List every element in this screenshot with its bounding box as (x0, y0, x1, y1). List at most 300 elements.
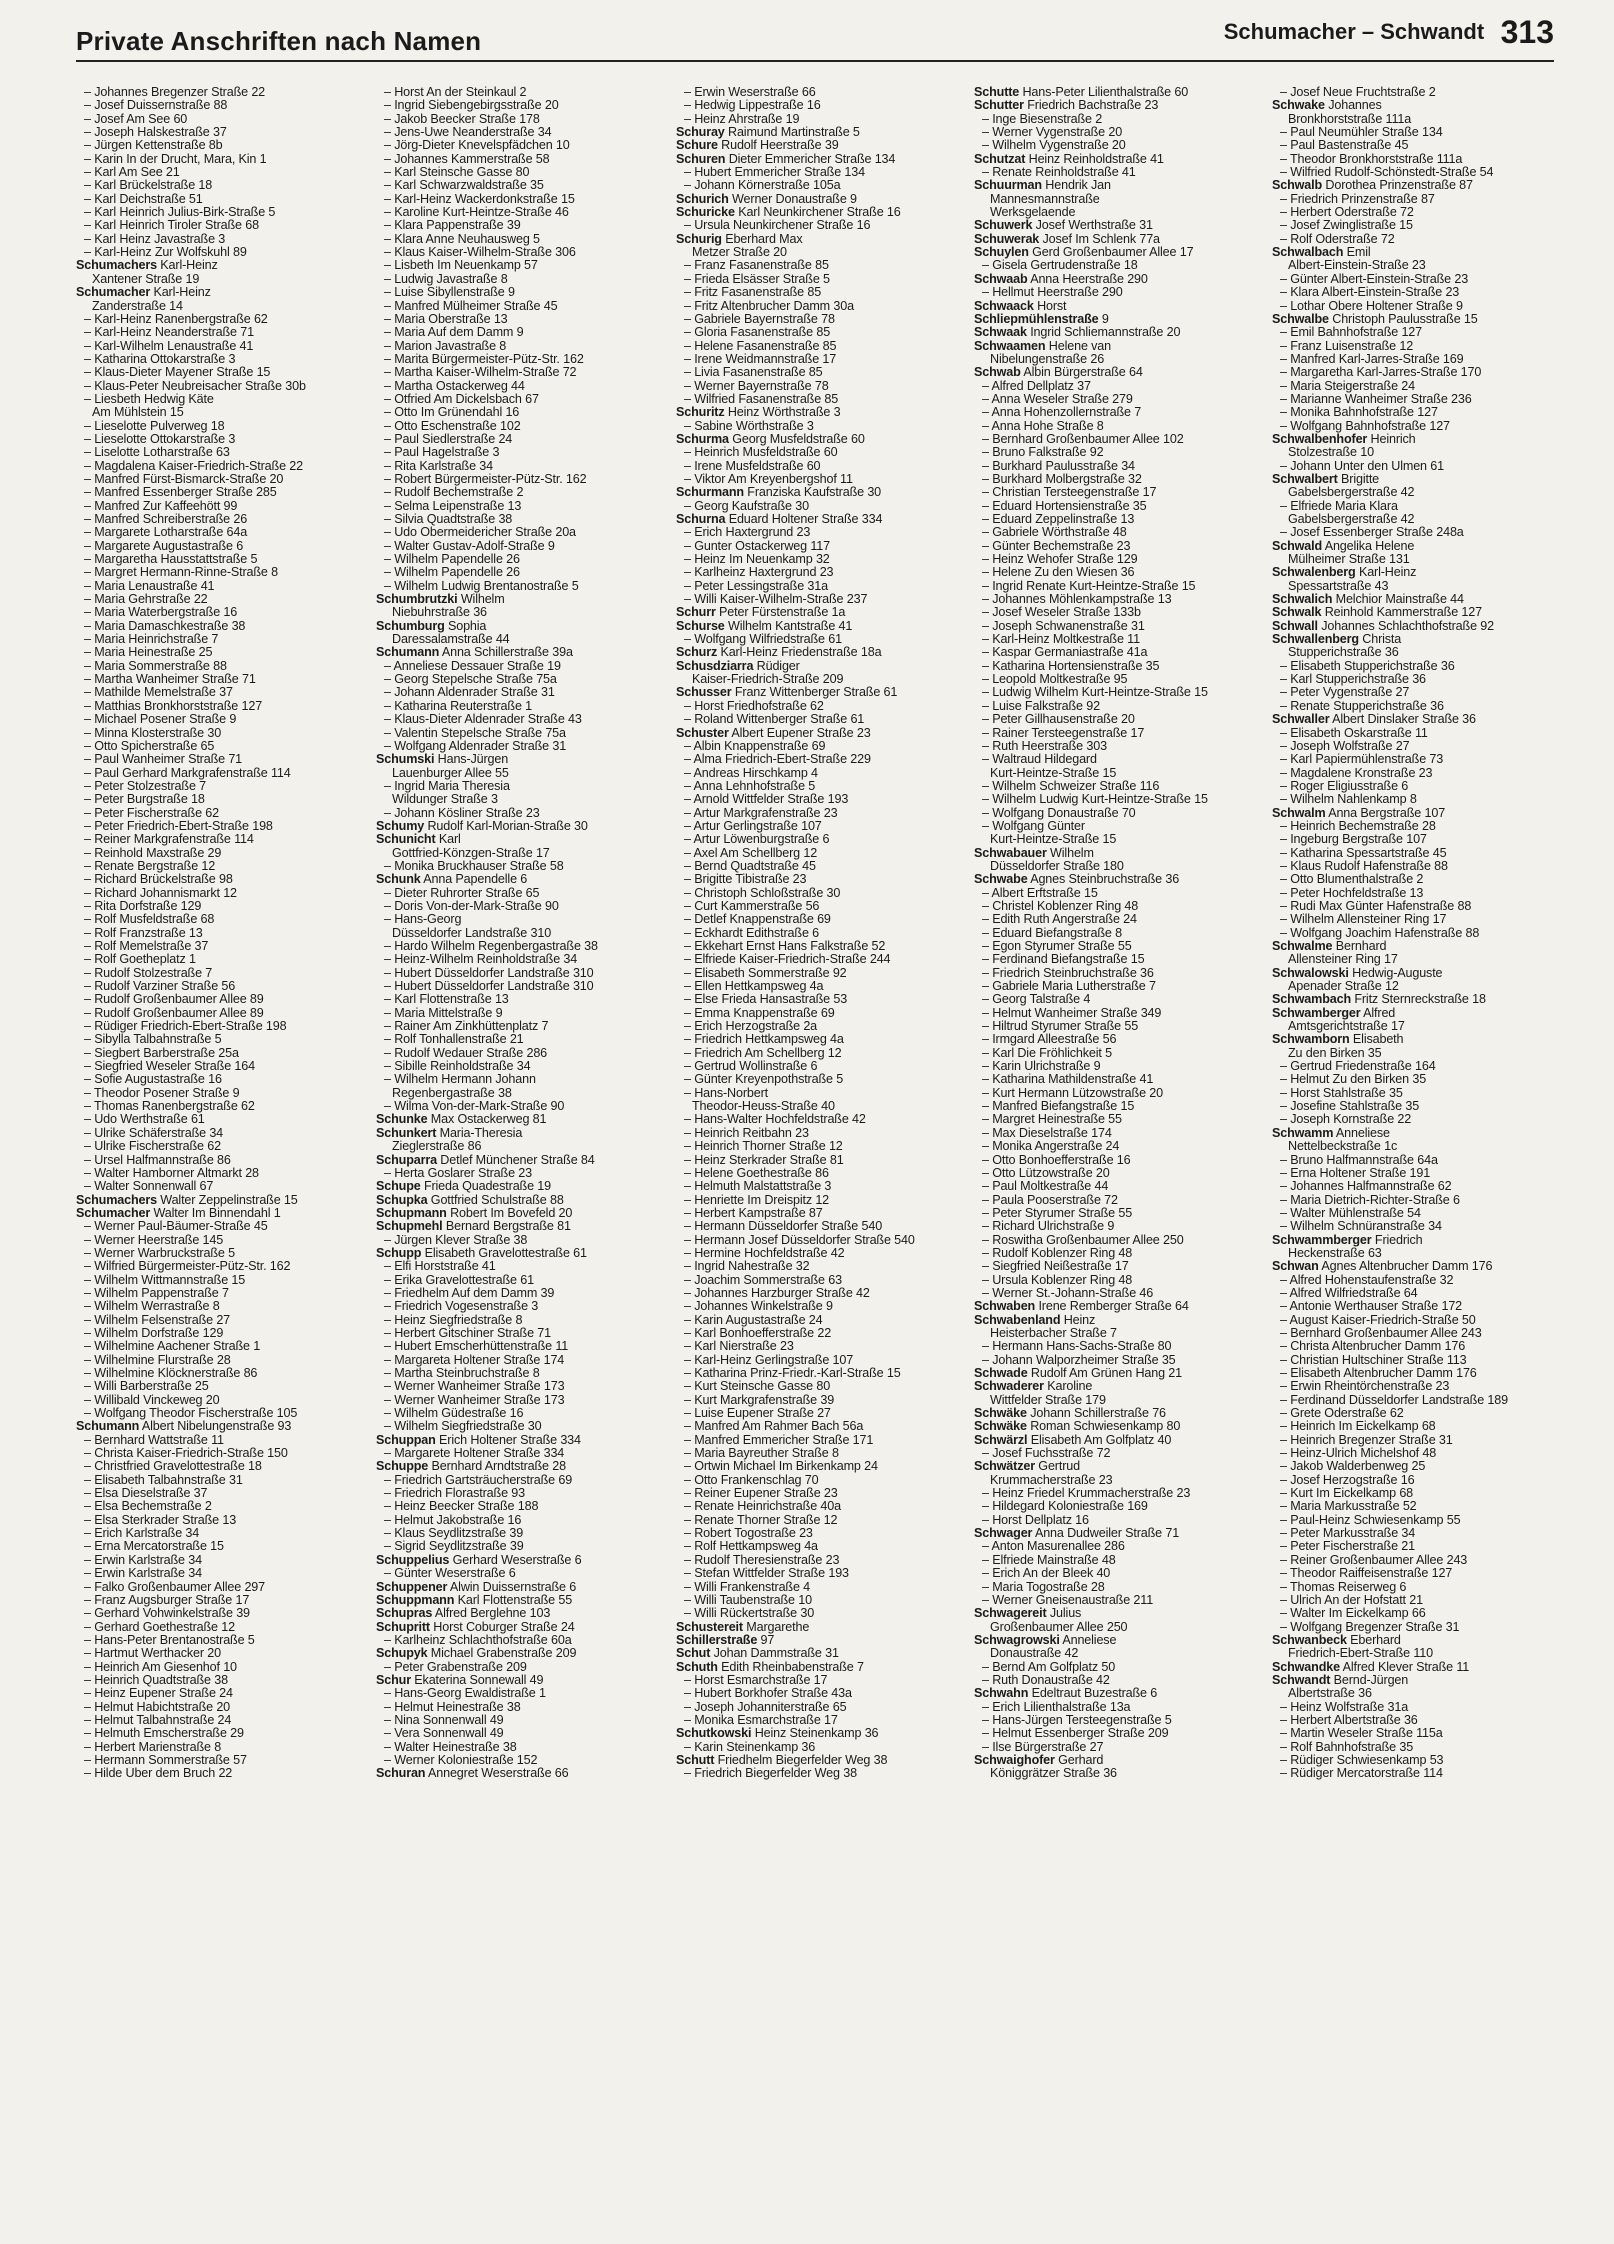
directory-entry: – Helmut Habichtstraße 20 (84, 1700, 231, 1714)
directory-entry: – Karl-Heinz Moltkestraße 11 (982, 633, 1140, 647)
directory-entry: – Wilhelm Siegfriedstraße 30 (384, 1420, 542, 1434)
directory-entry: – Horst Esmarchstraße 17 (684, 1673, 828, 1687)
directory-entry: – Karlheinz Schlachthofstraße 60a (384, 1633, 572, 1647)
directory-entry: – Rolf Memelstraße 37 (84, 940, 209, 953)
directory-entry: Kurt-Heintze-Straße 15 (990, 766, 1117, 780)
directory-entry: – Reiner Eupener Straße 23 (684, 1487, 838, 1501)
directory-entry: – Selma Leipenstraße 13 (384, 499, 522, 513)
directory-entry: – Wilhelm Allensteiner Ring 17 (1280, 913, 1447, 927)
directory-entry: – Ruth Heerstraße 303 (982, 739, 1107, 753)
directory-entry: – Wilhelm Felsenstraße 27 (84, 1313, 231, 1327)
directory-entry: Schwade Rudolf Am Grünen Hang 21 (974, 1367, 1183, 1380)
directory-entry: – Udo Obermeidericher Straße 20a (384, 526, 576, 540)
directory-entry: – Vera Sonnenwall 49 (384, 1727, 504, 1741)
directory-entry: – Herbert Gitschiner Straße 71 (384, 1326, 551, 1340)
directory-entry: – Rüdiger Mercatorstraße 114 (1280, 1767, 1443, 1781)
directory-entry: Apenader Straße 12 (1288, 980, 1399, 994)
directory-entry: – Franz Luisenstraße 12 (1280, 339, 1414, 353)
directory-entry: – Emma Knappenstraße 69 (684, 1006, 835, 1020)
directory-entry: Schwabe Agnes Steinbruchstraße 36 (974, 873, 1180, 887)
directory-entry: – Martha Ostackerweg 44 (384, 379, 525, 393)
directory-entry: Schumski Hans-Jürgen (376, 753, 509, 767)
directory-entry: – Karlheinz Haxtergrund 23 (684, 566, 834, 580)
directory-entry: – Sabine Wörthstraße 3 (684, 419, 814, 433)
directory-entry: – Gabriele Bayernstraße 78 (684, 312, 835, 326)
directory-entry: – Richard Ulrichstraße 9 (982, 1220, 1115, 1234)
directory-entry: – Johannes Harzburger Straße 42 (684, 1286, 870, 1300)
directory-entry: – Burkhard Molbergstraße 32 (982, 472, 1142, 486)
directory-entry: – Margret Heinestraße 55 (982, 1113, 1122, 1127)
directory-entry: – Lothar Obere Holtener Straße 9 (1280, 299, 1463, 313)
directory-entry: – Heinrich Reitbahn 23 (684, 1126, 809, 1140)
directory-entry: – Klaus-Dieter Aldenrader Straße 43 (384, 713, 582, 727)
directory-entry: – Ursel Halfmannstraße 86 (84, 1153, 231, 1167)
directory-entry: – Siegbert Barberstraße 25a (84, 1046, 239, 1060)
directory-entry: – Manfred Schreiberstraße 26 (84, 513, 248, 526)
directory-entry: Schwalowski Hedwig-Auguste (1272, 966, 1443, 980)
directory-entry: – Andreas Hirschkamp 4 (684, 766, 818, 780)
directory-entry: – Maria Togostraße 28 (982, 1580, 1105, 1594)
directory-entry: – Jakob Beecker Straße 178 (384, 112, 540, 126)
directory-entry: – Karin Augustastraße 24 (684, 1313, 823, 1327)
directory-entry: – Wilhelm Vygenstraße 20 (982, 139, 1126, 153)
directory-entry: Schunicht Karl (376, 833, 461, 847)
directory-entry: – Wilhelm Pappenstraße 7 (84, 1286, 229, 1300)
directory-entry: – Robert Bürgermeister-Pütz-Str. 162 (384, 472, 587, 486)
directory-entry: Schuricke Karl Neunkirchener Straße 16 (676, 206, 901, 220)
directory-entry: – Valentin Stepelsche Straße 75a (384, 726, 566, 740)
directory-entry: – Herta Goslarer Straße 23 (384, 1166, 532, 1180)
directory-columns (76, 86, 1556, 2156)
directory-entry: – Luise Falkstraße 92 (982, 699, 1100, 713)
directory-entry: Schunke Max Ostackerweg 81 (376, 1113, 547, 1127)
directory-entry: Metzer Straße 20 (692, 246, 787, 260)
directory-entry: – Helene Fasanenstraße 85 (684, 339, 837, 353)
directory-entry: Schwaak Ingrid Schliemannstraße 20 (974, 326, 1181, 340)
directory-entry: – Paul Moltkestraße 44 (982, 1180, 1109, 1194)
directory-entry: Schwalb Dorothea Prinzenstraße 87 (1272, 179, 1473, 193)
directory-entry: – Richard Johannismarkt 12 (84, 886, 237, 900)
directory-entry: – Ellen Hettkampsweg 4a (684, 980, 824, 994)
directory-entry: – Wolfgang Günter (982, 819, 1085, 833)
page-header (76, 14, 1554, 62)
directory-entry: – Karl Am See 21 (84, 166, 180, 180)
directory-entry: Schupmehl Bernard Bergstraße 81 (376, 1220, 571, 1234)
directory-entry: Schupmann Robert Im Bovefeld 20 (376, 1206, 573, 1220)
directory-entry: – Christian Hultschiner Straße 113 (1280, 1353, 1467, 1367)
directory-entry: – Heinz-Wilhelm Reinholdstraße 34 (384, 953, 578, 967)
directory-entry: – Josef Herzogstraße 16 (1280, 1473, 1415, 1487)
directory-entry: – Elfi Horststraße 41 (384, 1260, 496, 1274)
directory-entry: – Hermann Josef Düsseldorfer Straße 540 (684, 1233, 915, 1247)
directory-entry: Wildunger Straße 3 (392, 793, 498, 807)
directory-entry: – Gabriele Wörthstraße 48 (982, 526, 1127, 540)
directory-entry: – Werner Vygenstraße 20 (982, 126, 1123, 140)
directory-entry: – Karin Ulrichstraße 9 (982, 1060, 1101, 1074)
directory-entry: Schwalme Bernhard (1272, 940, 1387, 953)
directory-entry: – Karl Deichstraße 51 (84, 192, 203, 206)
directory-entry: – Wolfgang Joachim Hafenstraße 88 (1280, 926, 1480, 940)
directory-entry: – Maria Waterbergstraße 16 (84, 606, 238, 620)
directory-entry: – Johann Körnerstraße 105a (684, 179, 841, 193)
directory-entry: – Peter Grabenstraße 209 (384, 1660, 527, 1674)
directory-entry: – Elfriede Mainstraße 48 (982, 1553, 1116, 1567)
directory-entry: Schwamberger Alfred (1272, 1006, 1396, 1020)
directory-entry: Krummacherstraße 23 (990, 1473, 1113, 1487)
directory-entry: – Josef Neue Fruchtstraße 2 (1280, 86, 1436, 99)
directory-entry: Schwaben Irene Remberger Straße 64 (974, 1300, 1189, 1314)
directory-entry: – Erwin Karlstraße 34 (84, 1567, 202, 1581)
directory-entry: – Katharina Spessartstraße 45 (1280, 846, 1447, 860)
directory-entry: Amtsgerichtstraße 17 (1288, 1020, 1405, 1034)
directory-entry: – Werner St.-Johann-Straße 46 (982, 1286, 1154, 1300)
directory-entry: – Otto Spicherstraße 65 (84, 739, 215, 753)
directory-entry: Schure Rudolf Heerstraße 39 (676, 139, 839, 153)
directory-entry: Schwamborn Elisabeth (1272, 1033, 1404, 1047)
directory-entry: – Heinz Siegfriedstraße 8 (384, 1313, 523, 1327)
directory-entry: – Hermann Düsseldorfer Straße 540 (684, 1220, 883, 1234)
directory-entry: Schwaab Anna Heerstraße 290 (974, 272, 1148, 286)
directory-entry: – Klaus Rudolf Hafenstraße 88 (1280, 859, 1448, 873)
directory-entry: – Heinrich Bregenzer Straße 31 (1280, 1433, 1453, 1447)
directory-entry: – Curt Kammerstraße 56 (684, 899, 820, 913)
directory-entry: Schusdziarra Rüdiger (676, 659, 800, 673)
directory-entry: – Maria Markusstraße 52 (1280, 1500, 1417, 1514)
directory-entry: Zanderstraße 14 (92, 299, 183, 313)
directory-entry: – Wilhelm Schweizer Straße 116 (982, 779, 1160, 793)
directory-entry: Schwärzl Elisabeth Am Golfplatz 40 (974, 1433, 1172, 1447)
directory-entry: – Martha Kaiser-Wilhelm-Straße 72 (384, 366, 577, 380)
directory-entry: – Christoph Schloßstraße 30 (684, 886, 841, 900)
directory-entry: – Rolf Musfeldstraße 68 (84, 913, 215, 927)
directory-entry: Schwalm Anna Bergstraße 107 (1272, 806, 1446, 820)
directory-entry: Schumburg Sophia (376, 619, 487, 633)
directory-entry: – Alfred Hohenstaufenstraße 32 (1280, 1273, 1454, 1287)
directory-entry: Schuparra Detlef Münchener Straße 84 (376, 1153, 595, 1167)
directory-entry: – Johann Walporzheimer Straße 35 (982, 1353, 1176, 1367)
directory-entry: – Friedrich Vogesenstraße 3 (384, 1300, 539, 1314)
directory-entry: Schupka Gottfried Schulstraße 88 (376, 1193, 564, 1207)
directory-entry: – Eduard Zeppelinstraße 13 (982, 513, 1135, 526)
directory-entry: Schwalich Melchior Mainstraße 44 (1272, 593, 1464, 607)
directory-entry: – Hubert Borkhofer Straße 43a (684, 1687, 852, 1701)
directory-entry: – Lisbeth Im Neuenkamp 57 (384, 259, 538, 273)
directory-entry: – Karl Die Fröhlichkeit 5 (982, 1046, 1112, 1060)
directory-entry: – Martha Steinbruchstraße 8 (384, 1367, 540, 1380)
directory-entry: – Johannes Halfmannstraße 62 (1280, 1180, 1452, 1194)
directory-entry: – Renate Heinrichstraße 40a (684, 1500, 841, 1514)
directory-entry: – Hermine Hochfeldstraße 42 (684, 1246, 845, 1260)
directory-entry: Kaiser-Friedrich-Straße 209 (692, 673, 844, 687)
directory-entry: – Frieda Elsässer Straße 5 (684, 272, 830, 286)
directory-entry: – Alfred Wilfriedstraße 64 (1280, 1286, 1418, 1300)
directory-entry: Schuray Raimund Martinstraße 5 (676, 126, 860, 140)
directory-entry: – Elsa Dieselstraße 37 (84, 1487, 208, 1501)
directory-entry: Schwallenberg Christa (1272, 633, 1402, 647)
directory-entry: – Paul Gerhard Markgrafenstraße 114 (84, 766, 291, 780)
directory-entry: – Ludwig Javastraße 8 (384, 272, 508, 286)
directory-entry: – Detlef Knappenstraße 69 (684, 913, 831, 927)
directory-entry: – Helmut Jakobstraße 16 (384, 1513, 522, 1527)
directory-entry: – Ursula Neunkirchener Straße 16 (684, 219, 871, 233)
directory-entry: – Werner Heerstraße 145 (84, 1233, 224, 1247)
directory-entry: – Karoline Kurt-Heintze-Straße 46 (384, 206, 569, 220)
directory-entry: – Inge Biesenstraße 2 (982, 112, 1103, 126)
directory-entry: – Ingrid Siebengebirgsstraße 20 (384, 99, 559, 113)
directory-entry: – Theodor Bronkhorststraße 111a (1280, 152, 1463, 166)
directory-entry: Schumbrutzki Wilhelm (376, 593, 505, 607)
directory-entry: – Christian Tersteegenstraße 17 (982, 486, 1157, 500)
directory-entry: – Wolfgang Donaustraße 70 (982, 806, 1136, 820)
directory-entry: – Magdalene Kronstraße 23 (1280, 766, 1433, 780)
directory-entry: Schwammberger Friedrich (1272, 1233, 1423, 1247)
directory-entry: – Luise Sibyllenstraße 9 (384, 286, 515, 300)
directory-entry: – Roger Eligiusstraße 6 (1280, 779, 1409, 793)
directory-entry: Schunk Anna Papendelle 6 (376, 873, 528, 887)
directory-entry: – Ingeburg Bergstraße 107 (1280, 833, 1427, 847)
directory-entry: – Elisabeth Oskarstraße 11 (1280, 726, 1428, 740)
directory-entry: – Axel Am Schellberg 12 (684, 846, 818, 860)
directory-entry: – Karl-Wilhelm Lenaustraße 41 (84, 339, 254, 353)
directory-entry: – Elisabeth Talbahnstraße 31 (84, 1473, 243, 1487)
directory-entry: – Walter Hamborner Altmarkt 28 (84, 1166, 259, 1180)
directory-entry: – Maria Auf dem Damm 9 (384, 326, 524, 340)
directory-entry: Schwall Johannes Schlachthofstraße 92 (1272, 619, 1494, 633)
directory-entry: Schuppmann Karl Flottenstraße 55 (376, 1593, 573, 1607)
directory-entry: – Manfred Biefangstraße 15 (982, 1100, 1135, 1114)
directory-entry: Schuylen Gerd Großenbaumer Allee 17 (974, 246, 1194, 260)
directory-entry: – Helmuth Malstattstraße 3 (684, 1180, 832, 1194)
directory-entry: – Heinz Sterkrader Straße 81 (684, 1153, 844, 1167)
directory-entry: – Bruno Halfmannstraße 64a (1280, 1153, 1438, 1167)
directory-entry: Schuran Annegret Weserstraße 66 (376, 1767, 569, 1781)
directory-entry: – Klara Anne Neuhausweg 5 (384, 232, 540, 246)
directory-entry: Schuritz Heinz Wörthstraße 3 (676, 406, 841, 420)
directory-entry: Wittfelder Straße 179 (990, 1393, 1106, 1407)
directory-entry: – Werner Bayernstraße 78 (684, 379, 829, 393)
directory-entry: Schwambach Fritz Sternreckstraße 18 (1272, 993, 1486, 1007)
directory-entry: – Maria Heinestraße 25 (84, 646, 213, 660)
directory-entry: Schutkowski Heinz Steinenkamp 36 (676, 1727, 879, 1741)
directory-entry: – Rüdiger Friedrich-Ebert-Straße 198 (84, 1020, 287, 1034)
directory-entry: – Wilfried Bürgermeister-Pütz-Str. 162 (84, 1260, 291, 1274)
directory-entry: – Brigitte Tibistraße 23 (684, 873, 807, 887)
directory-entry: – Peter Styrumer Straße 55 (982, 1206, 1133, 1220)
directory-entry: Schwagrowski Anneliese (974, 1633, 1117, 1647)
directory-entry: – Ruth Donaustraße 42 (982, 1673, 1110, 1687)
directory-entry: – Karl Heinrich Tiroler Straße 68 (84, 219, 259, 233)
directory-entry: – Anna Weseler Straße 279 (982, 392, 1133, 406)
directory-entry: – Maria Heinrichstraße 7 (84, 633, 219, 647)
directory-entry: – Karl Schwarzwaldstraße 35 (384, 179, 544, 193)
directory-entry: – Georg Talstraße 4 (982, 993, 1091, 1007)
directory-entry: – Egon Styrumer Straße 55 (982, 940, 1132, 953)
directory-entry: – Heinrich Quadtstraße 38 (84, 1673, 228, 1687)
directory-entry: – Manfred Mülheimer Straße 45 (384, 299, 558, 313)
directory-entry: – Edith Ruth Angerstraße 24 (982, 913, 1137, 927)
directory-entry: – Sibylla Talbahnstraße 5 (84, 1033, 222, 1047)
directory-entry: – Josef Essenberger Straße 248a (1280, 526, 1464, 540)
directory-entry: Schumann Albert Nibelungenstraße 93 (76, 1420, 292, 1434)
directory-entry: – Renate Bergstraße 12 (84, 859, 216, 873)
directory-entry: – Wilhelm Papendelle 26 (384, 566, 520, 580)
directory-entry: – Wilhelm Ludwig Kurt-Heintze-Straße 15 (982, 793, 1208, 807)
directory-entry: – Livia Fasanenstraße 85 (684, 366, 823, 380)
directory-entry: – Ortwin Michael Im Birkenkamp 24 (684, 1460, 878, 1474)
directory-entry: – Peter Burgstraße 18 (84, 793, 205, 807)
directory-entry: Zu den Birken 35 (1288, 1046, 1382, 1060)
directory-entry: – Margret Hermann-Rinne-Straße 8 (84, 566, 278, 580)
directory-entry: – Renate Thorner Straße 12 (684, 1513, 838, 1527)
directory-entry: – Rolf Tonhallenstraße 21 (384, 1033, 524, 1047)
directory-entry: Schwald Angelika Helene (1272, 539, 1415, 553)
directory-entry: – Joseph Schwanenstraße 31 (982, 619, 1145, 633)
directory-entry: – Paul Siedlerstraße 24 (384, 432, 513, 446)
directory-entry: – Kurt Markgrafenstraße 39 (684, 1393, 835, 1407)
directory-entry: – Wilhelm Papendelle 26 (384, 553, 520, 567)
directory-entry: – Johann Kösliner Straße 23 (384, 806, 540, 820)
directory-entry: – Karl-Heinz Zur Wolfskuhl 89 (84, 246, 247, 260)
directory-column (676, 86, 964, 1781)
directory-entry: – Erna Mercatorstraße 15 (84, 1540, 224, 1554)
directory-entry: – Rudolf Koblenzer Ring 48 (982, 1246, 1133, 1260)
directory-entry: Schwätzer Gertrud (974, 1460, 1080, 1474)
directory-entry: – Otto Frankenschlag 70 (684, 1473, 819, 1487)
directory-entry: Schumann Anna Schillerstraße 39a (376, 646, 573, 660)
directory-entry: – Silvia Quadtstraße 38 (384, 513, 513, 526)
directory-entry: Schwake Johannes (1272, 99, 1382, 113)
directory-entry: Schurse Wilhelm Kantstraße 41 (676, 619, 853, 633)
directory-entry: – Heinrich Thorner Straße 12 (684, 1140, 843, 1154)
directory-entry: – Renate Stupperichstraße 36 (1280, 699, 1444, 713)
directory-entry: – Bruno Falkstraße 92 (982, 446, 1104, 460)
directory-entry: – Ferdinand Biefangstraße 15 (982, 953, 1145, 967)
directory-entry: – Rainer Tersteegenstraße 17 (982, 726, 1145, 740)
directory-entry: Niebuhrstraße 36 (392, 606, 487, 620)
directory-entry: – Heinrich Am Giesenhof 10 (84, 1660, 237, 1674)
directory-entry: Schupp Elisabeth Gravelottestraße 61 (376, 1246, 587, 1260)
directory-entry: – Helmut Wanheimer Straße 349 (982, 1006, 1162, 1020)
directory-entry: – Margarete Lotharstraße 64a (84, 526, 248, 540)
directory-entry: – Peter Vygenstraße 27 (1280, 686, 1410, 700)
directory-column (76, 86, 364, 1781)
directory-entry: – Hans-Peter Brentanostraße 5 (84, 1633, 255, 1647)
directory-entry: – Karl Papiermühlenstraße 73 (1280, 753, 1444, 767)
directory-entry: – Willi Frankenstraße 4 (684, 1580, 811, 1594)
directory-entry: Schur Ekaterina Sonnewall 49 (376, 1673, 544, 1687)
directory-entry: Stolzestraße 10 (1288, 446, 1374, 460)
directory-entry: Schut Johan Dammstraße 31 (676, 1647, 839, 1661)
directory-entry: – Margarete Augustastraße 6 (84, 539, 244, 553)
directory-entry: – Peter Fischerstraße 62 (84, 806, 219, 820)
directory-entry: – Joseph Wolfstraße 27 (1280, 739, 1410, 753)
directory-entry: – Erich An der Bleek 40 (982, 1567, 1111, 1581)
directory-entry: – Josef Weseler Straße 133b (982, 606, 1141, 620)
directory-entry: Schupritt Horst Coburger Straße 24 (376, 1620, 575, 1634)
directory-entry: – Ingrid Nahestraße 32 (684, 1260, 810, 1274)
directory-entry: – Jens-Uwe Neanderstraße 34 (384, 126, 552, 140)
directory-entry: – Peter Stolzestraße 7 (84, 779, 206, 793)
directory-entry: – Herbert Albertstraße 36 (1280, 1713, 1418, 1727)
directory-entry: – Wilhelmine Flurstraße 28 (84, 1353, 231, 1367)
directory-entry: – Walter Im Eickelkamp 66 (1280, 1607, 1426, 1621)
directory-entry: – Hermann Sommerstraße 57 (84, 1753, 247, 1767)
directory-entry: – Hans-Georg (384, 913, 462, 927)
directory-entry: – Margaretha Hausstattstraße 5 (84, 553, 258, 567)
directory-entry: Schutt Friedhelm Biegerfelder Weg 38 (676, 1753, 888, 1767)
directory-entry: Düsseldorfer Landstraße 310 (392, 926, 552, 940)
directory-entry: – Richard Brückelstraße 98 (84, 873, 233, 887)
directory-entry: – Emil Bahnhofstraße 127 (1280, 326, 1423, 340)
directory-entry: – Erwin Rheintörchenstraße 23 (1280, 1380, 1450, 1394)
directory-entry: Schwaighofer Gerhard (974, 1753, 1104, 1767)
directory-entry: – Anna Hohenzollernstraße 7 (982, 406, 1142, 420)
page-number: 313 (1500, 14, 1554, 50)
directory-entry: – Johannes Winkelstraße 9 (684, 1300, 833, 1314)
directory-entry: – Liesbeth Hedwig Käte (84, 392, 214, 406)
directory-entry: – Wilfried Fasanenstraße 85 (684, 392, 839, 406)
directory-entry: Xantener Straße 19 (92, 272, 200, 286)
directory-entry: – Rolf Franzstraße 13 (84, 926, 203, 940)
directory-entry: – Gunter Ostackerweg 117 (684, 539, 830, 553)
directory-entry: Allensteiner Ring 17 (1288, 953, 1398, 967)
directory-entry: – Willi Barberstraße 25 (84, 1380, 209, 1394)
directory-entry: – Jürgen Kettenstraße 8b (84, 139, 223, 153)
directory-entry: – Joseph Kornstraße 22 (1280, 1113, 1412, 1127)
directory-entry: – Horst Stahlstraße 35 (1280, 1086, 1403, 1100)
directory-entry: – Liselotte Lotharstraße 63 (84, 446, 230, 460)
directory-entry: – Wilhelm Güdestraße 16 (384, 1407, 524, 1421)
directory-entry: – Josefine Stahlstraße 35 (1280, 1100, 1420, 1114)
directory-entry: – Maria Dietrich-Richter-Straße 6 (1280, 1193, 1460, 1207)
directory-entry: – Rolf Bahnhofstraße 35 (1280, 1740, 1414, 1754)
directory-entry: – Rudolf Varziner Straße 56 (84, 980, 236, 994)
directory-entry: – Peter Lessingstraße 31a (684, 579, 828, 593)
directory-entry: Schurma Georg Musfeldstraße 60 (676, 432, 865, 446)
directory-entry: – Albert Erftstraße 15 (982, 886, 1098, 900)
directory-entry: – Bernhard Wattstraße 11 (84, 1433, 224, 1447)
directory-entry: – Maria Bayreuther Straße 8 (684, 1447, 839, 1461)
directory-entry: Schuppan Erich Holtener Straße 334 (376, 1433, 581, 1447)
directory-entry: Schurich Werner Donaustraße 9 (676, 192, 857, 206)
directory-entry: – Werner Wanheimer Straße 173 (384, 1393, 565, 1407)
directory-entry: – Klaus-Peter Neubreisacher Straße 30b (84, 379, 306, 393)
directory-entry: – Monika Bruckhauser Straße 58 (384, 859, 564, 873)
directory-entry: Schwaack Horst (974, 299, 1067, 313)
directory-entry: Schutter Friedrich Bachstraße 23 (974, 99, 1159, 113)
directory-entry: – Katharina Reuterstraße 1 (384, 699, 533, 713)
directory-entry: – Nina Sonnenwall 49 (384, 1713, 504, 1727)
running-head (1224, 14, 1554, 51)
directory-entry: – Karl Nierstraße 23 (684, 1340, 794, 1354)
directory-entry: – Werner Gneisenaustraße 211 (982, 1593, 1154, 1607)
directory-entry: Schutzat Heinz Reinholdstraße 41 (974, 152, 1164, 166)
directory-entry: – Jürgen Klever Straße 38 (384, 1233, 528, 1247)
directory-entry: – Kaspar Germaniastraße 41a (982, 646, 1148, 660)
directory-entry: – Ilse Bürgerstraße 27 (982, 1740, 1104, 1754)
directory-entry: – Stefan Wittfelder Straße 193 (684, 1567, 849, 1581)
directory-entry: – Hildegard Koloniestraße 169 (982, 1500, 1148, 1514)
directory-entry: – Rita Dorfstraße 129 (84, 899, 202, 913)
directory-entry: Am Mühlstein 15 (92, 406, 184, 420)
directory-entry: Schuren Dieter Emmericher Straße 134 (676, 152, 896, 166)
directory-entry: Albertstraße 36 (1288, 1687, 1372, 1701)
directory-entry: – Kurt Steinsche Gasse 80 (684, 1380, 831, 1394)
directory-entry: – Joseph Johanniterstraße 65 (684, 1700, 847, 1714)
directory-entry: Mülheimer Straße 131 (1288, 553, 1410, 567)
directory-entry: Schwäke Johann Schillerstraße 76 (974, 1407, 1166, 1421)
directory-entry: Lauenburger Allee 55 (392, 766, 509, 780)
